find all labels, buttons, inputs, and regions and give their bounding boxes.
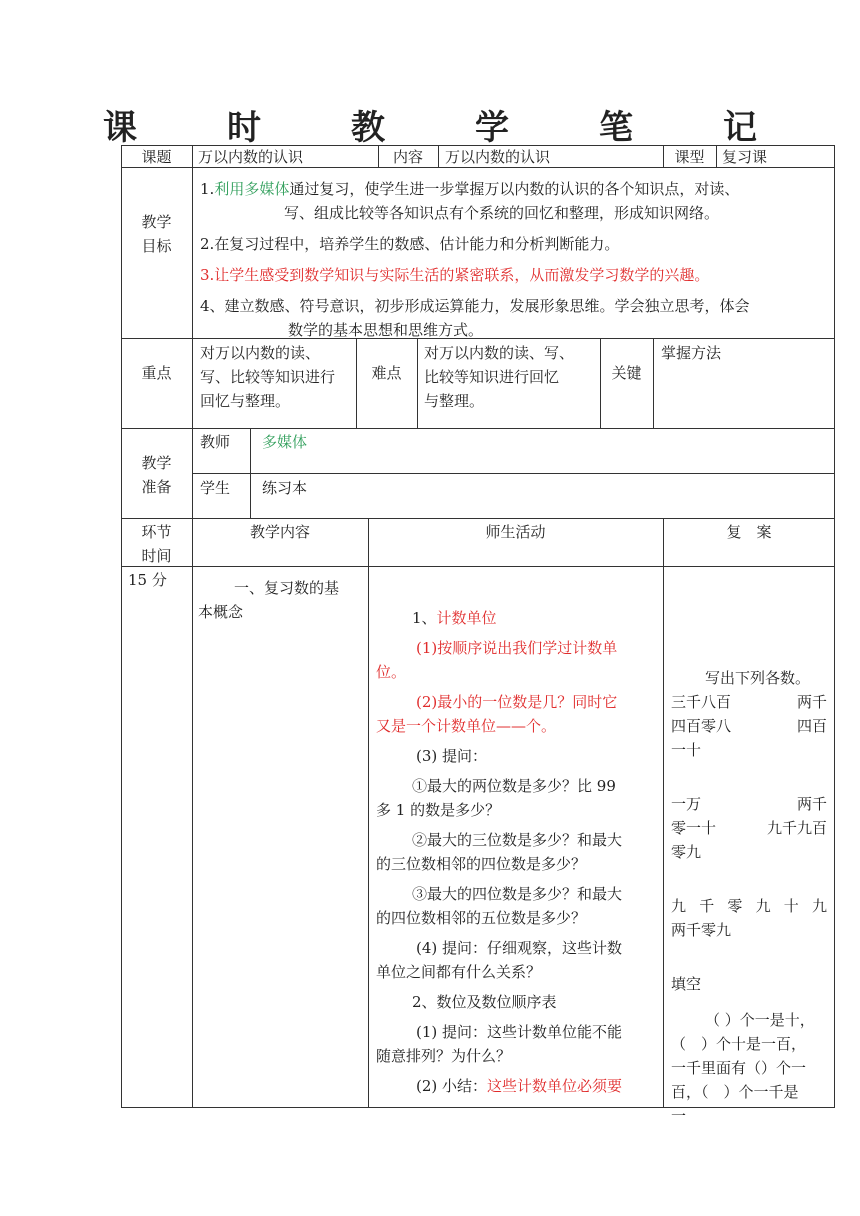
difficulty-text: 对万以内数的读、写、 比较等知识进行回忆 与整理。: [424, 344, 575, 410]
review-column: 写出下列各数。 三千八百 两千 四百零八 四百 一十 一万 两千 零一十 九千九百 零九 九 千 零 九 十 九 两千零九 填空 （ ）个一是十， （ ）个十是一百， 一千里面有（）个一 百，（ ）个一千是 一: [671, 669, 827, 1125]
prep-label: 教学 准备: [141, 454, 172, 496]
col-content: 教学内容: [249, 523, 310, 541]
goal-3: 3.让学生感受到数学知识与实际生活的紧密联系，从而激发学习数学的兴趣。: [200, 266, 710, 284]
col-review: 复 案: [726, 523, 772, 541]
goals-label: 教学 目标: [141, 213, 172, 255]
goal-4: 4、建立数感、符号意识，初步形成运算能力，发展形象思维。学会独立思考，体会: [200, 297, 750, 315]
goal-1-cont: 写、组成比较等各知识点有个系统的回忆和整理，形成知识网络。: [284, 204, 720, 222]
activity-10: (1) 提问：这些计数单位能不能 随意排列？为什么？: [376, 1023, 623, 1065]
key-label: 重点: [141, 364, 172, 382]
teacher-prep: 多媒体: [262, 433, 308, 451]
goal-2: 2.在复习过程中，培养学生的数感、估计能力和分析判断能力。: [200, 235, 620, 253]
content-item: 一、复习数的基 本概念: [198, 579, 340, 621]
activity-11: (2) 小结：这些计数单位必须要: [416, 1077, 623, 1095]
col-stage-time: 环节 时间: [141, 523, 172, 565]
type-value: 复习课: [722, 148, 768, 166]
teacher-label: 教师: [200, 433, 231, 451]
topic-label: 课题: [141, 148, 172, 166]
topic-value: 万以内数的认识: [198, 148, 304, 166]
student-label: 学生: [200, 479, 231, 497]
activity-4: (3) 提问：: [416, 747, 488, 765]
activity-1: 1、计数单位: [412, 609, 497, 627]
content-value: 万以内数的认识: [445, 148, 551, 166]
activities: [376, 606, 658, 1098]
key-text: 对万以内数的读、 写、比较等知识进行 回忆与整理。: [200, 344, 336, 410]
page-title: 课 时 教 学 笔 记: [103, 108, 785, 148]
activity-8: (4) 提问：仔细观察，这些计数 单位之间都有什么关系？: [376, 939, 623, 981]
crux-label: 关键: [611, 364, 642, 382]
difficulty-label: 难点: [371, 364, 402, 382]
activity-6: ②最大的三位数是多少？和最大 的三位数相邻的四位数是多少？: [376, 831, 623, 873]
activity-2: (1)按顺序说出我们学过计数单 位。: [376, 639, 618, 681]
activity-7: ③最大的四位数是多少？和最大 的四位数相邻的五位数是多少？: [376, 885, 623, 927]
goal-1: 1.利用多媒体通过复习，使学生进一步掌握万以内数的认识的各个知识点，对读、: [200, 180, 740, 198]
content-label: 内容: [392, 148, 423, 166]
student-prep: 练习本: [262, 479, 308, 497]
stage-time: 15 分: [128, 571, 167, 589]
type-label: 课型: [674, 148, 705, 166]
col-activities: 师生活动: [485, 523, 546, 541]
crux-text: 掌握方法: [661, 344, 722, 362]
activity-9: 2、数位及数位顺序表: [412, 993, 557, 1011]
goal-4-cont: 数学的基本思想和思维方式。: [288, 321, 484, 339]
activity-3: (2)最小的一位数是几？同时它 又是一个计数单位——个。: [376, 693, 618, 735]
activity-5: ①最大的两位数是多少？比 99 多 1 的数是多少？: [376, 777, 616, 819]
